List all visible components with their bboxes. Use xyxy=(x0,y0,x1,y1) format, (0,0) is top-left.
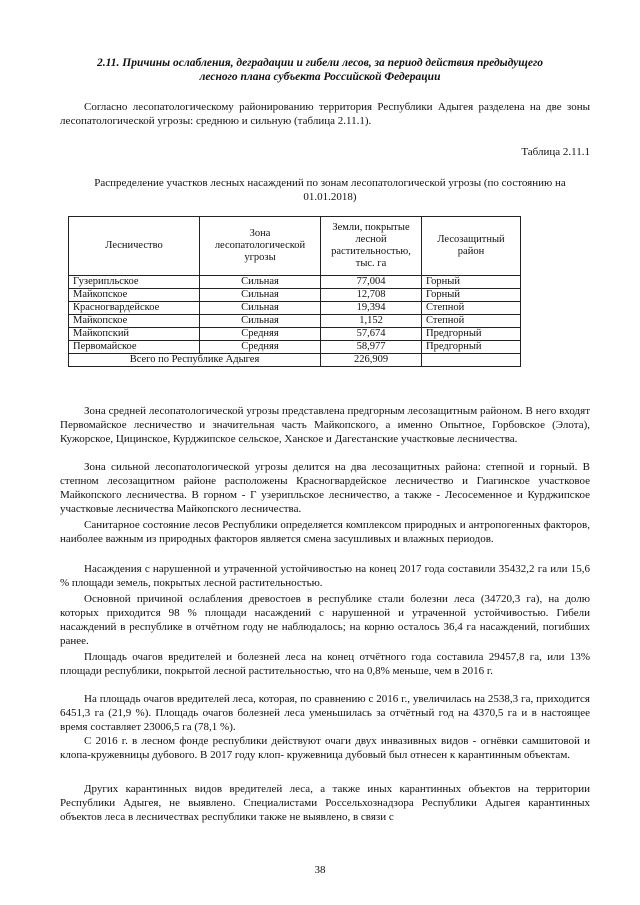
table-row xyxy=(69,289,521,302)
total-value: 226,909 xyxy=(321,354,422,367)
table-header-row xyxy=(69,217,521,276)
header-protection-district: Лесозащитный район xyxy=(422,217,521,276)
cell-district: Предгорный xyxy=(422,328,521,341)
forest-zones-table xyxy=(68,216,521,367)
cell-empty xyxy=(422,354,521,367)
cell-district: Степной xyxy=(422,315,521,328)
header-forestry: Лесничество xyxy=(69,217,200,276)
table-row xyxy=(69,315,521,328)
table-caption: Распределение участков лесных насаждений по зонам лесопатологической угрозы (по состоянию на 01.01.2018) xyxy=(94,177,566,203)
cell-district: Горный xyxy=(422,289,521,302)
cell-district: Степной xyxy=(422,302,521,315)
cell-area: 58,977 xyxy=(321,341,422,354)
header-forest-area: Земли, покрытые лесной растительностью, тыс. га xyxy=(321,217,422,276)
table-row xyxy=(69,341,521,354)
section-title xyxy=(40,56,600,84)
cell-forestry: Красногвардейское xyxy=(69,302,200,315)
paragraph-quarantine: Других карантинных видов вредителей леса, а также иных карантинных объектов на территории Республики Адыгея, не выявлено. Специалистами Россельхознадзора Республики Адыгея карантинных объектов леса в лесничествах республики также не выявлено, в связи с xyxy=(60,783,590,823)
paragraph-medium-zone: Зона средней лесопатологической угрозы представлена предгорным лесозащитным районом. В него входят Первомайское лесничество и значительная часть Майкопского, а именно Опытное, Горбовское (Элота), Кужорское, Цицинское, Курджипское сельское, Ханское и Дагестанские участковые лесничества. xyxy=(60,405,590,445)
table-row xyxy=(69,302,521,315)
page-number: 38 xyxy=(314,864,326,876)
paragraph-sanitary: Санитарное состояние лесов Республики определяется комплексом природных и антропогенных факторов, наиболее важным из природных факторов является смена засушливых и влажных периодов. xyxy=(60,519,590,545)
paragraph-strong-zone: Зона сильной лесопатологической угрозы делится на два лесозащитных района: степной и горный. В степном лесозащитном районе расположены Красногвардейское лесничество и Гиагинское участковое Майкопского лесничества. В горном - Г узерипльское лесничество, а также - Лесосеменное и Курджипское участковые лесничества Майкопского лесничества. xyxy=(60,461,590,515)
cell-area: 12,708 xyxy=(321,289,422,302)
paragraph-pests: На площадь очагов вредителей леса, которая, по сравнению с 2016 г., увеличилась на 2538,3 га, приходится 6451,3 га (21,9 %). Площадь очагов болезней леса уменьшилась за отчётный год на 4370,5 га и в настоящее время составляет 23006,5 га (78,1 %). xyxy=(60,693,590,733)
cell-zone: Сильная xyxy=(200,315,321,328)
cell-area: 19,394 xyxy=(321,302,422,315)
cell-area: 57,674 xyxy=(321,328,422,341)
cell-zone: Средняя xyxy=(200,341,321,354)
table-total-row xyxy=(69,354,521,367)
cell-zone: Сильная xyxy=(200,289,321,302)
cell-forestry: Майкопское xyxy=(69,315,200,328)
cell-district: Предгорный xyxy=(422,341,521,354)
section-title-line-2: лесного плана субъекта Российской Федерации xyxy=(199,71,441,83)
header-threat-zone: Зона лесопатологической угрозы xyxy=(200,217,321,276)
cell-area: 77,004 xyxy=(321,276,422,289)
cell-district: Горный xyxy=(422,276,521,289)
cell-zone: Сильная xyxy=(200,302,321,315)
table-label: Таблица 2.11.1 xyxy=(521,146,590,158)
cell-forestry: Первомайское xyxy=(69,341,200,354)
paragraph-outbreak-area: Площадь очагов вредителей и болезней леса на конец отчётного года составила 29457,8 га, или 13% площади республики, покрытой лесной растительностью, что на 0,8% меньше, чем в 2016 г. xyxy=(60,651,590,677)
cell-forestry: Гузерипльское xyxy=(69,276,200,289)
cell-forestry: Майкопское xyxy=(69,289,200,302)
paragraph-main-cause: Основной причиной ослабления древостоев в республике стали болезни леса (34720,3 га), на долю которых приходится 98 % площади насаждений с нарушенной и утраченной устойчивостью. Гибели насаждений в республике в отчётном году не наблюдалось; на корню осталось 36,4 га насаждений, погибших ранее. xyxy=(60,593,590,647)
table-row xyxy=(69,328,521,341)
cell-zone: Средняя xyxy=(200,328,321,341)
cell-forestry: Майкопский xyxy=(69,328,200,341)
section-title-line-1: 2.11. Причины ослабления, деградации и гибели лесов, за период действия предыдущего xyxy=(97,57,543,69)
cell-area: 1,152 xyxy=(321,315,422,328)
cell-zone: Сильная xyxy=(200,276,321,289)
table-row xyxy=(69,276,521,289)
intro-paragraph: Согласно лесопатологическому районированию территория Республики Адыгея разделена на две зоны лесопатологической угрозы: среднюю и сильную (таблица 2.11.1). xyxy=(60,101,590,127)
total-label: Всего по Республике Адыгея xyxy=(69,354,321,367)
paragraph-invasive: С 2016 г. в лесном фонде республики действуют очаги двух инвазивных видов - огнёвки самшитовой и клопа-кружевницы дубового. В 2017 году клоп- кружевница дубовый был отнесен к карантинным объектам. xyxy=(60,735,590,761)
paragraph-disrupted: Насаждения с нарушенной и утраченной устойчивостью на конец 2017 года составили 35432,2 га или 15,6 % площади земель, покрытых лесной растительностью. xyxy=(60,563,590,589)
